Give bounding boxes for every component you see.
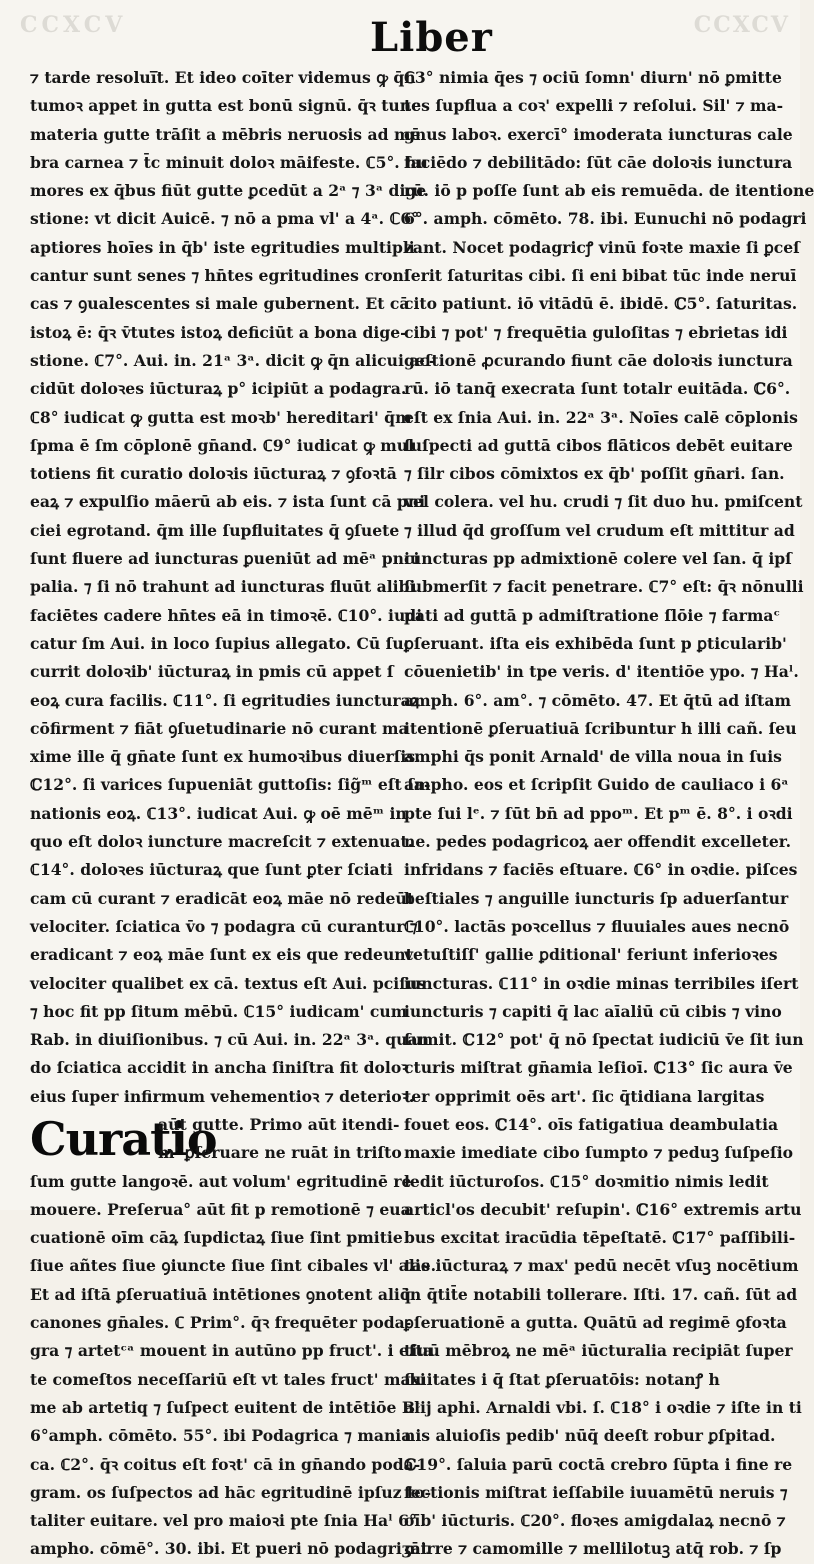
text-line: ampho. eos et ſcripſit Guido de cauliaco i 6ᵃ xyxy=(404,775,789,795)
text-line: cantur sunt senes ⁊ hn̄tes egritudines croni xyxy=(30,266,410,286)
text-line: ℂ12°. ſi varices ſupueniāt guttoſis: ſig̃ᵐ eſt ſa- xyxy=(30,775,431,795)
text-line: tas iūcturaꝝ ⁊ max' pedū necēt vſuꝫ nocētium xyxy=(404,1256,799,1276)
text-line: bra carnea ⁊ t̄c minuit doloꝛ māifeste. ℂ5°. hu xyxy=(30,152,428,172)
text-line: pte ſui lᵉ. ⁊ ſūt bn̄ ad ppoᵐ. Et pᵐ ē. 8°. i oꝛdi xyxy=(404,803,793,823)
text-line: ⁊ ſilr cibos cōmixtos ex q̄b' poſſit gn̄ari. ſan. xyxy=(404,464,785,484)
text-line: ℂ10°. lactās poꝛcellus ⁊ fluuiales aues necnō xyxy=(404,916,790,936)
text-line: cōfirment ⁊ fiāt ꝯſuetudinarie nō curant ma xyxy=(30,718,409,738)
curatio-section-start xyxy=(30,1111,402,1168)
right-text-column xyxy=(404,64,814,1559)
text-line: zant. Nocet podagricꝭ vinū foꝛte maxie ſi ꝑceſ xyxy=(404,237,800,257)
text-line: eradicant ⁊ eoꝝ māe ſunt ex eis que redeunt xyxy=(30,945,413,965)
text-line: ciei egrotand. q̄m ille ſupfluitates q̄ ꝯſuete xyxy=(30,520,400,540)
text-line: fluitates i q̄ ſtat ꝑſeruatōis: notanꝭ h xyxy=(404,1369,720,1389)
text-line: rū. iō p poſſe ſunt ab eis remuēda. de itentione xyxy=(404,181,814,201)
text-line: taliter euitare. vel pro maioꝛi pte ſnia Haˡ 6° xyxy=(30,1511,417,1531)
text-line: rū. iō tanq̄ execrata ſunt totalr euitāda. ℂ6°. xyxy=(404,379,791,399)
text-line: aūt gutte. Primo aūt itendi- xyxy=(158,1114,400,1134)
text-line: ſubmerſit ⁊ facit penetrare. ℂ7° eſt: q̄ꝛ nōnulli xyxy=(404,577,804,597)
text-line: gra ⁊ artetᶜᵃ mouent in autūno pp fruct'. i eſta xyxy=(30,1341,433,1361)
text-line: geſtionē ꝓcurando fiunt cāe doloꝛis iunctura xyxy=(404,350,793,370)
text-line: faciētes cadere hn̄tes eā in timoꝛē. ℂ10°. iudi xyxy=(30,605,423,625)
text-line: itentionē ꝑſeruatiuā ſcribuntur h illi cañ. ſeu xyxy=(404,718,797,738)
text-line: ca. ℂ2°. q̄ꝛ coitus eſt foꝛt' cā in gn̄ando poda- xyxy=(30,1454,421,1474)
text-line: materia gutte trāſit a mēbris neruosis ad mē xyxy=(30,124,421,144)
running-head-title: Liber xyxy=(370,14,493,61)
text-line: cōuenietib' in tpe veris. d' itentiōe ypo. ⁊ Haˡ. xyxy=(404,662,799,682)
text-line: eſt ex ſnia Aui. in. 22ᵃ 3ᵃ. Noīes calē cōplonis xyxy=(404,407,798,427)
text-line: ſuſpecti ad guttā cibos flāticos debēt euitare xyxy=(404,435,793,455)
text-line: stione. ℂ7°. Aui. in. 21ᵃ 3ᵃ. dicit ꝙ q̄n alicui ac- xyxy=(30,350,436,370)
text-line: stione: vt dicit Auicē. ⁊ nō a pma vl' a 4ᵃ. ℂ6° xyxy=(30,209,419,229)
text-line: mouere. Preſerua° aūt fit p remotionē ⁊ eua xyxy=(30,1199,411,1219)
text-line: ampho. cōmē°. 30. ibi. Et pueri nō podagriʒāt xyxy=(30,1539,428,1559)
text-line: ℂ3° nimia q̄es ⁊ ociū ſomn' diurn' nō ꝑmitte xyxy=(404,68,782,87)
text-line: 6°. amph. cōmēto. 78. ibi. Eunuchi nō podagri xyxy=(404,209,807,229)
text-line: palia. ⁊ ſi nō trahunt ad iuncturas fluūt alibi xyxy=(30,577,416,597)
text-line: me ab artetiq ⁊ ſuſpect euitent de intētiōe Bᵗ xyxy=(30,1397,421,1417)
text-line: fouet eos. ℂ14°. oīs fatigatiua deambulatia xyxy=(404,1114,779,1134)
text-line: ſiue añtes ſiue ꝯiuncte ſiue ſint cibales vl' alie. xyxy=(30,1256,437,1276)
text-line: totiens fit curatio doloꝛis iūcturaꝝ ⁊ ꝯfoꝛtā xyxy=(30,464,397,484)
text-line: nis aluioſis pedib' nūq̄ deeſt robur ꝑſpitad. xyxy=(404,1426,776,1446)
text-line: cuationē oīm cāꝝ ſupdictaꝝ ſiue ſint pmitie xyxy=(30,1228,403,1248)
text-line: fectionis miſtrat ieſſabile iuuamētū neruis ⁊ xyxy=(404,1482,788,1502)
text-line: nationis eoꝝ. ℂ13°. iudicat Aui. ꝙ oē mēᵐ in xyxy=(30,803,407,823)
text-line: alij aphi. Arnaldi vbi. ſ. ℂ18° i oꝛdie ⁊ iſte in ti xyxy=(404,1397,802,1417)
text-line: cidūt doloꝛes iūcturaꝝ p° icipiūt a podagra. xyxy=(30,379,407,399)
text-line: cas ⁊ ꝯualescentes si male gubernent. Et cā xyxy=(30,294,410,314)
text-line: ⁊ tarde resolui̅t. Et ideo coīter videmus ꝙ q̄n xyxy=(30,68,416,87)
text-line: ſerit ſaturitas cibi. ſi eni bibat tūc inde neruī xyxy=(404,266,797,286)
left-text-column xyxy=(30,64,437,1559)
text-line: xime ille q̄ gn̄ate ſunt ex humoꝛibus diuerſis. xyxy=(30,747,421,767)
text-line: ſum gutte langoꝛē. aut volum' egritudinē re xyxy=(30,1171,412,1191)
text-line: cturis miſtrat gn̄amia leſioī. ℂ13° ſic aura v̄e xyxy=(404,1058,793,1078)
text-line: vetuſtiſſ' gallie ꝑditional' feriunt inferioꝛes xyxy=(404,945,778,965)
text-line: ſpma ē ſm cōplonē gn̄and. ℂ9° iudicat ꝙ mul xyxy=(30,435,415,455)
text-line: do ſciatica accidit in ancha ſiniſtra fit doloꝛ xyxy=(30,1058,409,1078)
text-line: bus excitat iracūdia tēpeſtatē. ℂ17° paſſibili- xyxy=(404,1228,796,1248)
text-line: ℂ14°. doloꝛes iūcturaꝝ que ſunt ꝑter ſciati xyxy=(30,860,393,880)
text-line: quo eſt doloꝛ iuncture macreſcit ⁊ extenuat. xyxy=(30,832,414,852)
text-line: aptiores hoīes in q̄b' iste egritudies multipli xyxy=(30,237,415,257)
column-gutter xyxy=(397,64,398,1184)
text-line: cibi ⁊ pot' ⁊ frequētia guloſitas ⁊ ebrietas idi xyxy=(404,322,788,342)
text-line: ſunt fluere ad iuncturas ꝑueniūt ad mēᵃ pnci xyxy=(30,549,420,569)
text-line: amph. 6°. am°. ⁊ cōmēto. 47. Et q̄tū ad iſtam xyxy=(404,690,791,710)
text-line: beſtiales ⁊ anguille iuncturis ſp aduerſantur xyxy=(404,888,789,908)
text-line: eius ſuper infirmum vehementioꝛ ⁊ deterioꝛ. xyxy=(30,1086,415,1106)
text-line: m' ꝑſeruare ne ruāt in triſto xyxy=(158,1143,402,1163)
text-line: cito patiunt. iō vitādū ē. ibidē. ℂ5°. ſaturitas. xyxy=(404,294,798,314)
text-line: canones gn̄ales. ℂ Prim°. q̄ꝛ frequēter poda- xyxy=(30,1313,412,1333)
text-line: in q̄tit̄e notabili tollerare. Iſti. 17. cañ. ſūt ad xyxy=(404,1284,798,1304)
text-line: faciēdo ⁊ debilitādo: ſūt cāe doloꝛis iunctura xyxy=(404,152,793,172)
text-line: mores ex q̄bus fiūt gutte ꝑcedūt a 2ᵃ ⁊ 3ᵃ dige xyxy=(30,181,427,201)
text-line: catur ſm Aui. in loco ſupius allegato. Cū ſuc xyxy=(30,633,414,653)
text-line: mirre ⁊ camomille ⁊ mellilotuꝫ atq̄ rob. ⁊ ſp xyxy=(404,1539,782,1559)
text-line: tumoꝛ appet in gutta est bonū signū. q̄ꝛ tunc xyxy=(30,96,421,116)
text-line: velociter qualibet ex cā. textus eſt Aui. pciſus xyxy=(30,973,427,993)
text-line: cam cū curant ⁊ eradicāt eoꝝ māe nō redeūt xyxy=(30,888,414,908)
text-line: tes ſupflua a coꝛ' expelli ⁊ reſolui. Sil' ⁊ ma- xyxy=(404,96,784,116)
text-line: Et ad iſtā ꝑſeruatiuā intētiones ꝯnotent aliq̄ xyxy=(30,1284,411,1304)
text-line: articl'os decubit' reſupin'. ℂ16° extremis artu xyxy=(404,1199,802,1219)
text-line: ledit iūcturoſos. ℂ15° doꝛmitio nimis ledit xyxy=(404,1171,769,1191)
text-line: iuncturas. ℂ11° in oꝛdie minas terribiles iſert xyxy=(404,973,799,993)
text-line: ne. pedes podagricoꝝ aer offendit excelleter. xyxy=(404,832,791,852)
text-line: ℂ19°. ſaluia parū coctā crebro ſūpta i fine re xyxy=(404,1454,793,1474)
text-line: ꝑſeruant. iſta eis exhibēda ſunt p ꝑticularib' xyxy=(404,633,787,653)
text-line: ꝑſeruationē a gutta. Quātū ad regimē ꝯfoꝛta xyxy=(404,1313,787,1333)
faded-folio-left: CCXCV xyxy=(20,12,127,38)
text-line: 6°amph. cōmēto. 55°. ibi Podagrica ⁊ mania xyxy=(30,1426,412,1446)
text-line: amphi q̄s ponit Arnald' de villa noua in ſuis xyxy=(404,747,782,767)
text-line: gram. os ſuſpectos ad hāc egritudinē ipſuz to- xyxy=(30,1482,432,1502)
text-line: ter opprimit oēs art'. ſic q̄tidiana largitas xyxy=(404,1086,765,1106)
text-line: ℂ8° iudicat ꝙ gutta est moꝛb' hereditari' q̄m xyxy=(30,407,412,427)
text-line: ſumit. ℂ12° pot' q̄ nō ſpectat iudiciū v̄e ſit iun xyxy=(404,1030,804,1050)
text-line: infridans ⁊ faciēs eſtuare. ℂ6° in oꝛdie. piſces xyxy=(404,860,798,880)
text-line: iuncturas pp admixtionē colere vel ſan. q̄ ipſ xyxy=(404,549,792,569)
text-line: Rab. in diuiſionibus. ⁊ cū Aui. in. 22ᵃ 3ᵃ. quan xyxy=(30,1030,429,1050)
text-line: ⁊ illud q̄d groſſum vel crudum eſt mittitur ad xyxy=(404,520,795,540)
text-line: pati ad guttā p admiſtratione ſlōie ⁊ farmaᶜ xyxy=(404,605,781,625)
text-line: vel colera. vel hu. crudi ⁊ ſit duo hu. pmiſcent xyxy=(404,492,803,512)
faded-folio-right: CCXCV xyxy=(693,12,790,38)
text-line: ⁊ hoc fit pp ſitum mēbū. ℂ15° iudicam' cum xyxy=(30,1001,408,1021)
text-line: eoꝝ cura facilis. ℂ11°. ſi egritudies iuncturaꝝ xyxy=(30,690,420,710)
text-line: oīb' iūcturis. ℂ20°. floꝛes amigdalaꝝ necnō ⁊ xyxy=(404,1511,786,1531)
text-line: iuncturis ⁊ capiti q̄ lac aīaliū cū cibis ⁊ vino xyxy=(404,1001,782,1021)
text-line: tiuū mēbroꝝ ne mēᵃ iūcturalia recipiāt ſuper xyxy=(404,1341,793,1361)
curatio-heading: Curatio xyxy=(30,1111,217,1166)
text-line: gnus laboꝛ. exercī° imoderata iuncturas cale xyxy=(404,124,793,144)
text-line: istoꝝ ē: q̄ꝛ v̄tutes istoꝝ deficiūt a bona dige- xyxy=(30,322,407,342)
text-line: currit doloꝛib' iūcturaꝝ in pmis cū appet ſ xyxy=(30,662,394,682)
text-line: te comeſtos neceſſariū eſt vt tales fruct' maxi xyxy=(30,1369,426,1389)
text-line: eaꝝ ⁊ expulſio māerū ab eis. ⁊ ista ſunt cā pni xyxy=(30,492,426,512)
text-line: maxie imediate cibo ſumpto ⁊ peduꝫ ſuſpeſio xyxy=(404,1143,794,1163)
text-line: velociter. ſciatica v̄o ⁊ podagra cū curantur ⁊ xyxy=(30,916,418,936)
